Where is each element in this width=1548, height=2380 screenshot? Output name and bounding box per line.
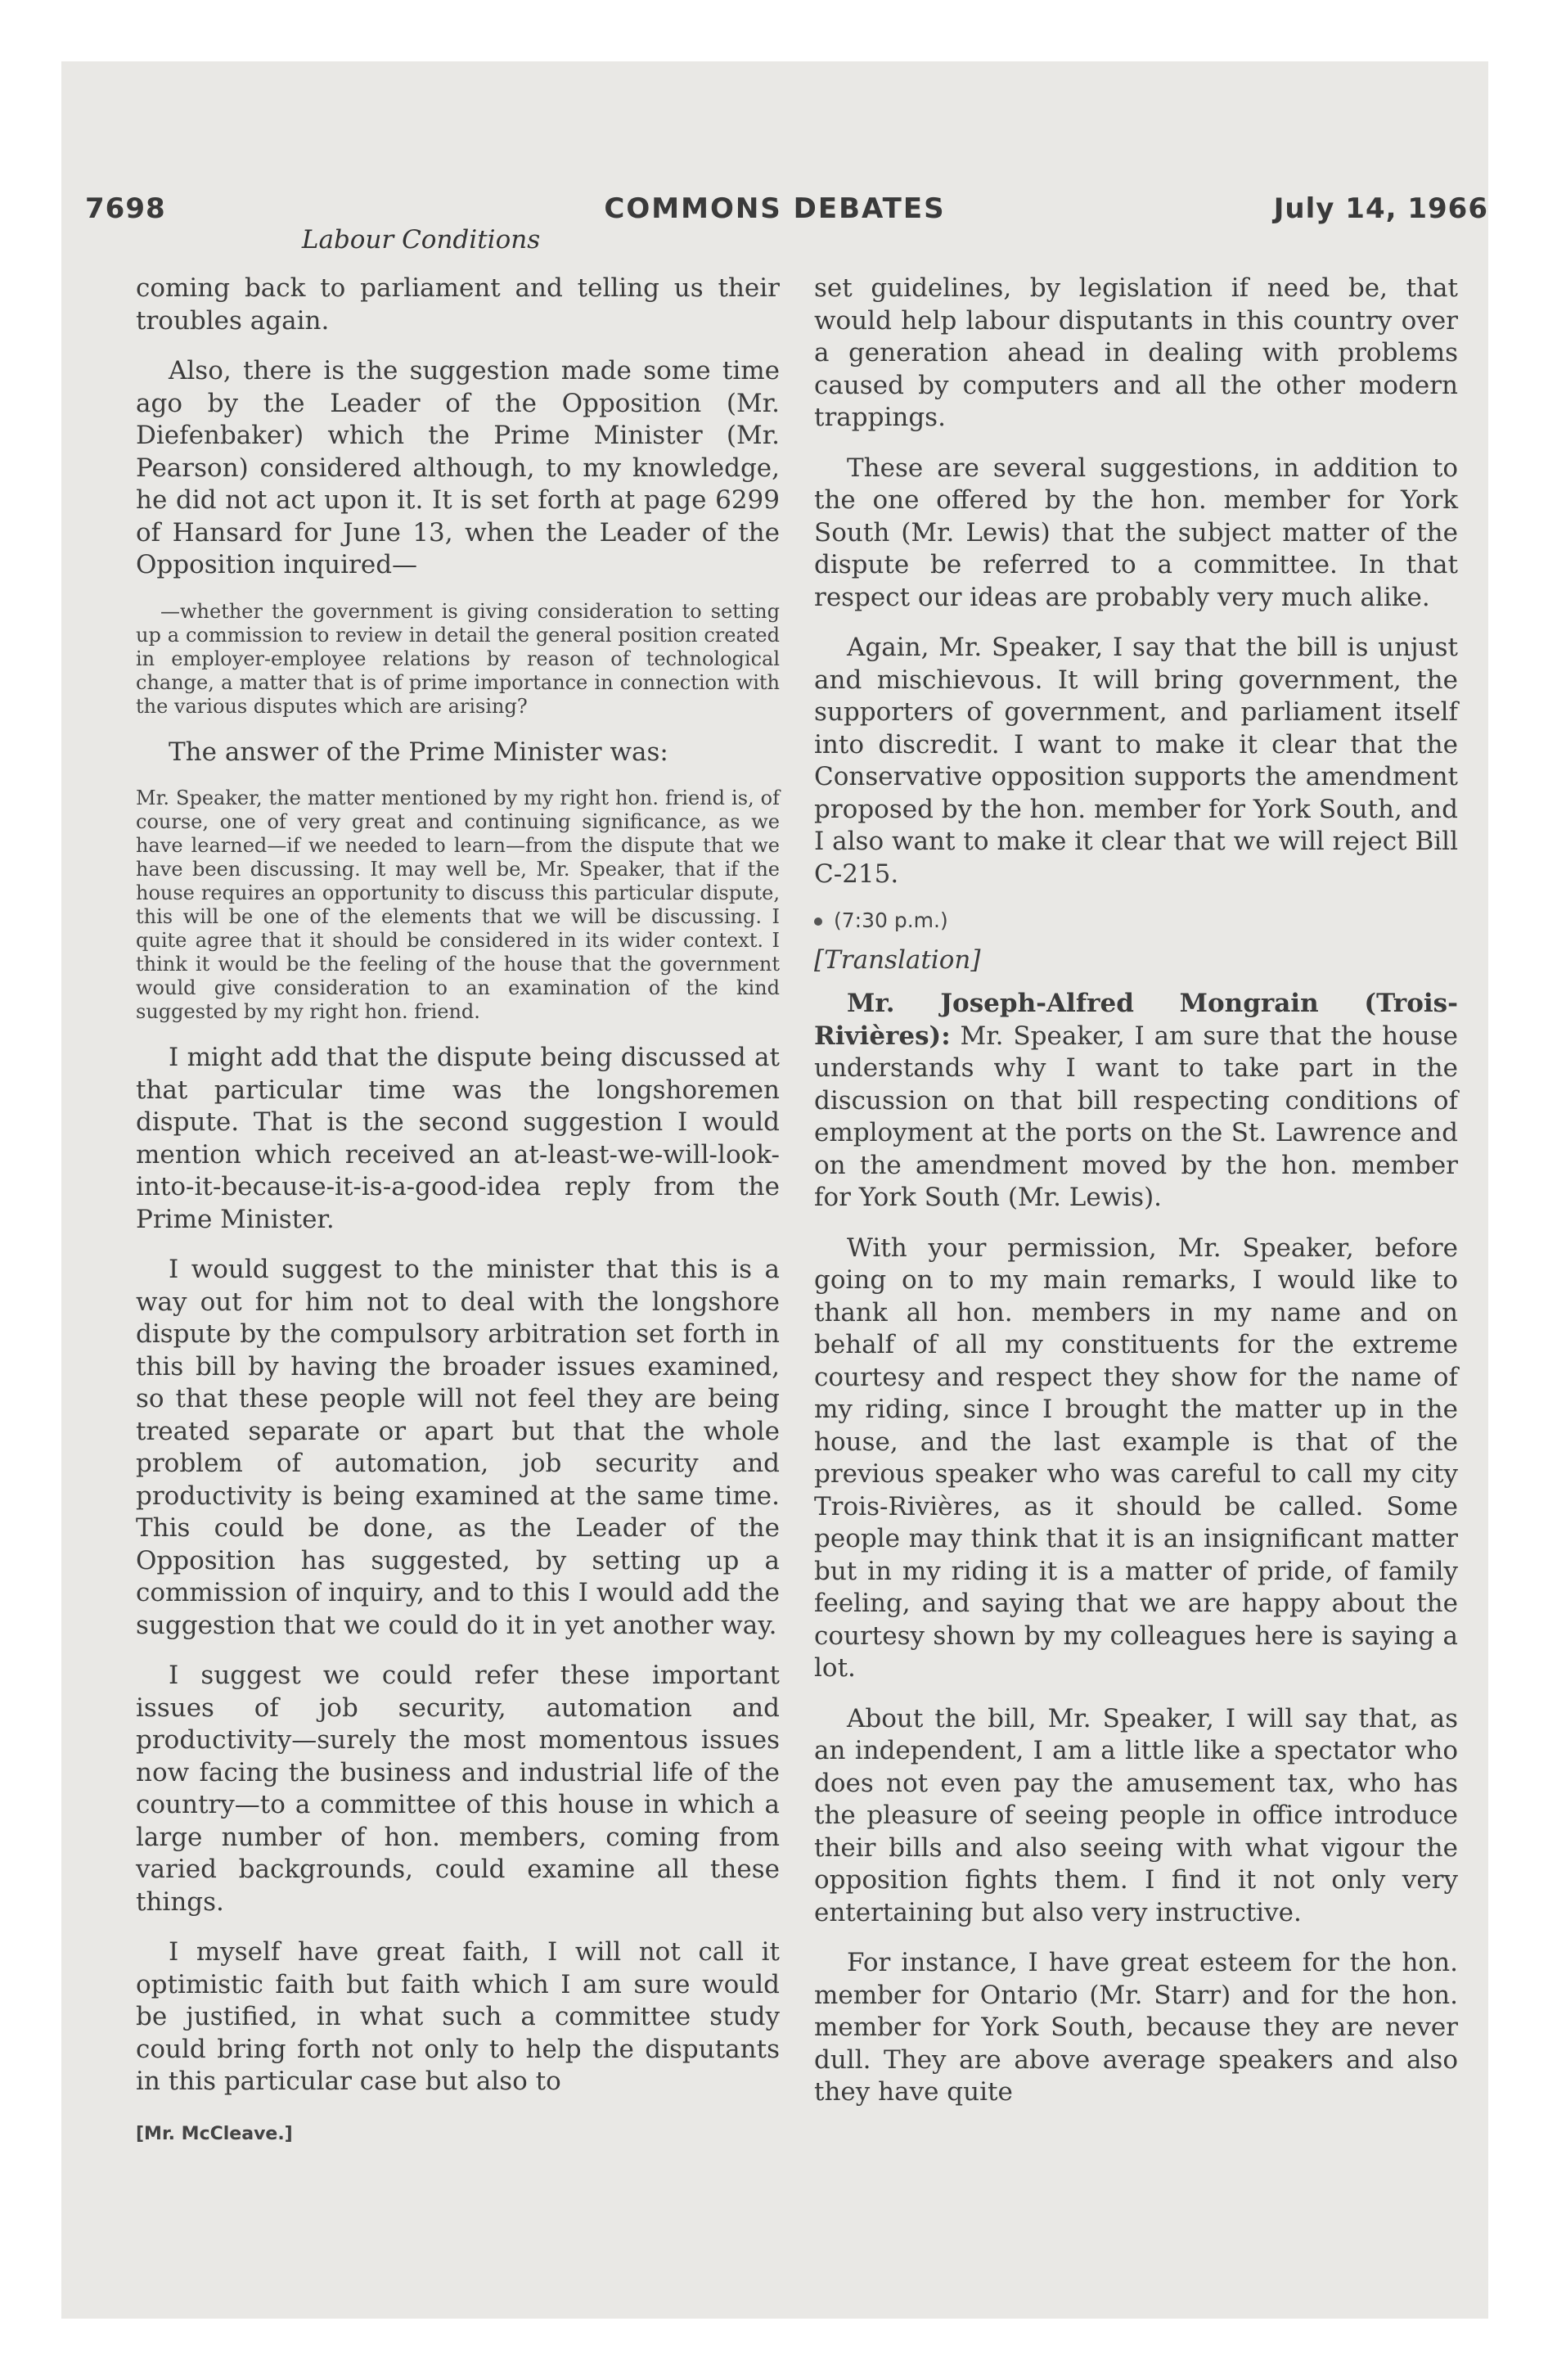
paragraph: With your permission, Mr. Speaker, before going on to my main remarks, I would like to thank all hon. members in my name and on behalf of all my constituents for the extreme courtesy and respect they show for the name of my riding, since I brought the matter up in the house, and the last example is that of the previous speaker who was careful to call my city Trois-Rivières, as it should be called. Some people may think that it is an insignificant matter but in my riding it is a matter of pride, of family feeling, and saying that we are happy about the courtesy shown by my colleagues here is saying a lot. [814,1233,1458,1683]
paragraph: coming back to parliament and telling us their troubles again. [136,273,780,336]
speaker-text: Mr. Speaker, I am sure that the house understands why I want to take part in the discussion on that bill respecting conditions of employment at the ports on the St. Lawrence and on the amendment moved by the hon. member for York South (Mr. Lewis). [814,1021,1458,1212]
paragraph: I myself have great faith, I will not call it optimistic faith but faith which I am sure would be justified, in what such a committee study could bring forth not only to help the disputants in this particular case but also to [136,1937,780,2096]
time-marker-text: (7:30 p.m.) [834,908,948,932]
paragraph: About the bill, Mr. Speaker, I will say that, as an independent, I am a little like a spectator who does not even pay the amusement tax, who has the pleasure of seeing people in office introduce their bills and also seeing with what vigour the opposition fights them. I find it not only very entertaining but also very instructive. [814,1703,1458,1927]
bullet-dot-icon [814,917,822,926]
speaker-paragraph [814,988,1458,1215]
right-column [814,273,1458,2127]
paragraph: I might add that the dispute being discussed at that particular time was the longshoremen dispute. That is the second suggestion I would mention which received an at-least-we-will-look-into-it-because-it-is-a-good-idea reply from the Prime Minister. [136,1043,780,1234]
block-quote: Mr. Speaker, the matter mentioned by my right hon. friend is, of course, one of very great and continuing significance, as we have learned—if we needed to learn—from the dispute that we have been discussing. It may well be, Mr. Speaker, that if the house requires an opportunity to discuss this particular dispute, this will be one of the elements that we will be discussing. I quite agree that it should be considered in its wider context. I think it would be the feeling of the house that the government would give consideration to an examination of the kind suggested by my right hon. friend. [136,787,780,1023]
time-marker [814,908,1458,932]
page-date: July 14, 1966 [1273,192,1488,225]
paragraph: I would suggest to the minister that this is a way out for him not to deal with the longshore dispute by the compulsory arbitration set forth in this bill by having the broader issues examined, so that these people will not feel they are being treated separate or apart but that the whole problem of automation, job security and productivity is being examined at the same time. This could be done, as the Leader of the Opposition has suggested, by setting up a commission of inquiry, and to this I would add the suggestion that we could do it in yet another way. [136,1255,780,1640]
publication-title: COMMONS DEBATES [604,192,946,225]
paragraph: Again, Mr. Speaker, I say that the bill is unjust and mischievous. It will bring government, the supporters of government, and parliament itself into discredit. I want to make it clear that the Conservative opposition supports the amendment proposed by the hon. member for York South, and I also want to make it clear that we will reject Bill C-215. [814,633,1458,889]
translation-label: [Translation] [814,945,981,975]
paragraph: set guidelines, by legislation if need be, that would help labour disputants in this country over a generation ahead in dealing with problems caused by computers and all the other modern trappings. [814,273,1458,432]
page-number: 7698 [85,192,166,225]
paragraph: For instance, I have great esteem for the hon. member for Ontario (Mr. Starr) and for the hon. member for York South, because they are never dull. They are above average speakers and also they have quite [814,1948,1458,2107]
paragraph: The answer of the Prime Minister was: [169,737,668,767]
paragraph: These are several suggestions, in addition to the one offered by the hon. member for York South (Mr. Lewis) that the subject matter of the dispute be referred to a committee. In that respect our ideas are probably very much alike. [814,453,1458,612]
block-quote: —whether the government is giving consideration to setting up a commission to review in detail the general position created in employer-employee relations by reason of technological change, a matter that is of prime importance in connection with the various disputes which are arising? [136,599,780,718]
speaker-name: Mr. Joseph-Alfred Mongrain (Trois-Rivières): [814,989,1458,1051]
left-column [136,273,780,2116]
page-sheet [61,61,1488,2319]
section-subheading: Labour Conditions [301,225,541,255]
paragraph: I suggest we could refer these important issues of job security, automation and productivity—surely the most momentous issues now facing the business and industrial life of the country—to a committee of this house in which a large number of hon. members, coming from varied backgrounds, could examine all these things. [136,1661,780,1917]
speaker-reference: [Mr. McCleave.] [136,2124,293,2144]
paragraph: Also, there is the suggestion made some time ago by the Leader of the Opposition (Mr. Diefenbaker) which the Prime Minister (Mr. Pearson) considered although, to my knowledge, he did not act upon it. It is set forth at page 6299 of Hansard for June 13, when the Leader of the Opposition inquired— [136,356,780,579]
